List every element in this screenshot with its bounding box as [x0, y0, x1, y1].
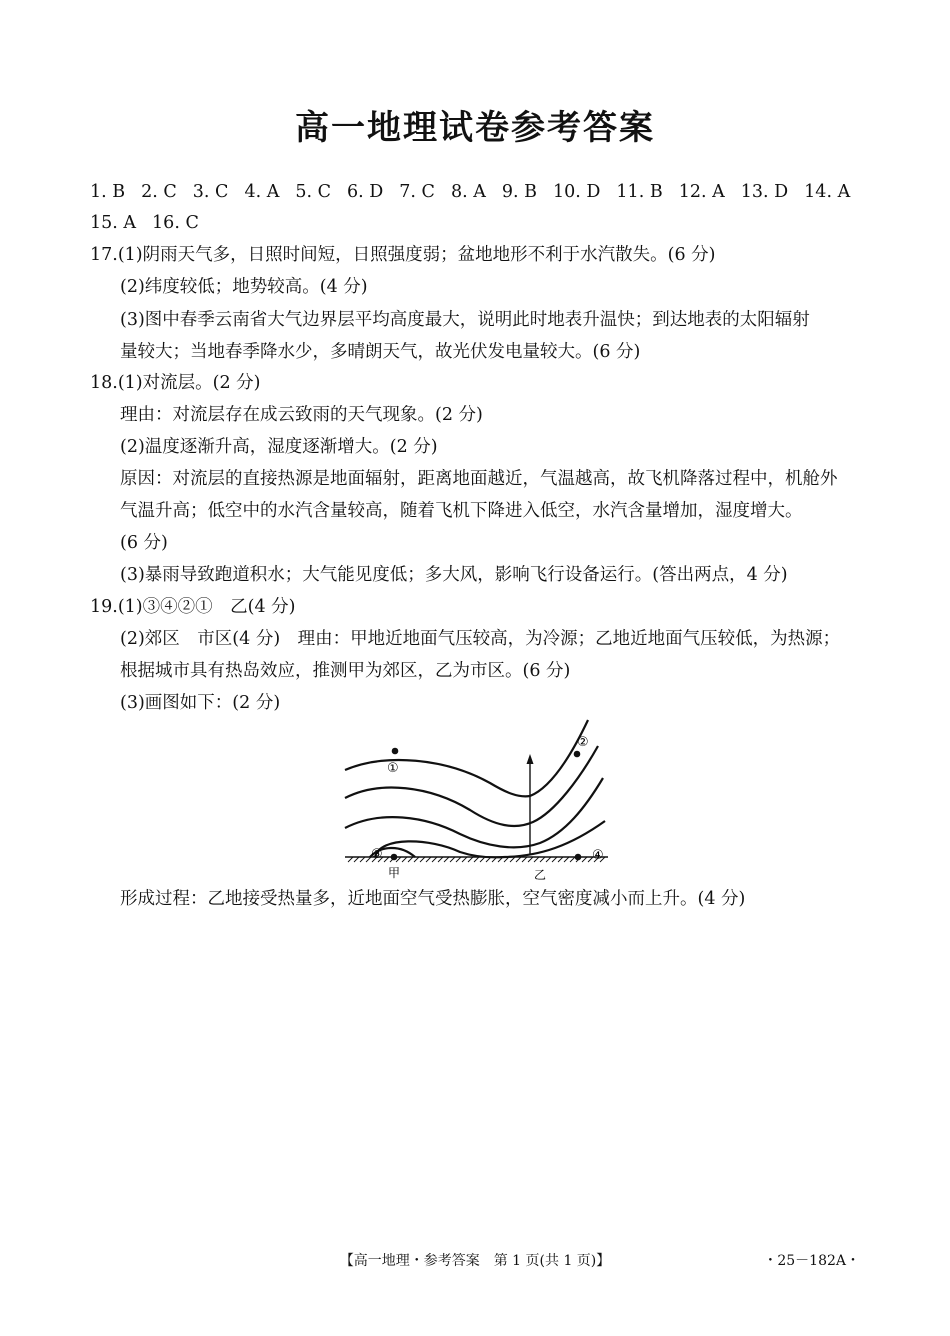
q19-part1: 19.(1)③④②① 乙(4 分): [90, 597, 296, 617]
choice-answer: 14. A: [804, 182, 851, 202]
page-footer: 【高一地理・参考答案 第 1 页(共 1 页)】: [339, 1253, 611, 1269]
choice-answer: 4. A: [244, 182, 280, 202]
q17-part1: 17.(1)阴雨天气多，日照时间短，日照强度弱；盆地地形不利于水汽散失。(6 分): [90, 245, 716, 265]
isobar-lines: [345, 720, 605, 857]
q18-part3: (3)暴雨导致跑道积水；大气能见度低；多大风，影响飞行设备运行。(答出两点，4 分): [120, 565, 788, 585]
choice-answer: 10. D: [552, 182, 601, 202]
q19-part3: (3)画图如下：(2 分): [120, 693, 281, 713]
choice-answer: 3. C: [192, 182, 229, 202]
label-jia: 甲: [388, 866, 401, 880]
label-2: ②: [577, 735, 589, 750]
choice-answers-row-2: [90, 211, 215, 235]
choice-answer: 1. B: [90, 182, 126, 202]
q19-part2-line2: 根据城市具有热岛效应，推测甲为郊区，乙为市区。(6 分): [120, 661, 571, 681]
label-4: ④: [592, 848, 604, 863]
q19-part2-line1: (2)郊区 市区(4 分) 理由：甲地近地面气压较高，为冷源；乙地近地面气压较低，为热源；: [120, 629, 841, 649]
choice-answer: 12. A: [678, 182, 725, 202]
ground-surface: [345, 857, 608, 862]
label-yi: 乙: [534, 868, 547, 882]
q19-formation-process: 形成过程：乙地接受热量多，近地面空气受热膨胀，空气密度减小而上升。(4 分): [120, 889, 746, 909]
rising-air-arrow: [527, 754, 534, 855]
page-title: 高一地理试卷参考答案: [295, 108, 655, 148]
q18-part1: 18.(1)对流层。(2 分): [90, 373, 261, 393]
q18-cause-line3: (6 分): [120, 533, 168, 553]
choice-answer: 2. C: [141, 182, 177, 202]
point-2: [574, 751, 581, 758]
label-1: ①: [387, 761, 399, 776]
choice-answer: 8. A: [450, 182, 486, 202]
q18-part2: (2)温度逐渐升高，湿度逐渐增大。(2 分): [120, 437, 438, 457]
point-1: [392, 748, 399, 755]
q17-part2: (2)纬度较低；地势较高。(4 分): [120, 277, 368, 297]
point-4: [575, 854, 582, 861]
choice-answer: 9. B: [501, 182, 537, 202]
choice-answer: 5. C: [295, 182, 331, 202]
q18-cause-line1: 原因：对流层的直接热源是地面辐射，距离地面越近，气温越高，故飞机降落过程中，机舱外: [120, 469, 838, 489]
choice-answer: 13. D: [740, 182, 789, 202]
q17-part3-line2: 量较大；当地春季降水少，多晴朗天气，故光伏发电量较大。(6 分): [120, 342, 641, 362]
isobar-diagram: [340, 718, 620, 883]
q18-cause-line2: 气温升高；低空中的水汽含量较高，随着飞机下降进入低空，水汽含量增加，湿度增大。: [120, 501, 803, 521]
choice-answer: 11. B: [616, 182, 663, 202]
choice-answer: 15. A: [90, 213, 137, 233]
point-3: [391, 854, 398, 861]
label-3: ③: [371, 847, 383, 862]
choice-answer: 6. D: [347, 182, 384, 202]
choice-answers-row-1: [90, 180, 866, 204]
q18-reason: 理由：对流层存在成云致雨的天气现象。(2 分): [120, 405, 483, 425]
q17-part3-line1: (3)图中春季云南省大气边界层平均高度最大，说明此时地表升温快；到达地表的太阳辐射: [120, 310, 810, 330]
isobar-second: [345, 746, 598, 826]
isobar-top: [345, 720, 588, 796]
choice-answer: 16. C: [152, 213, 199, 233]
choice-answer: 7. C: [399, 182, 435, 202]
page-code: ・25－182A・: [763, 1253, 860, 1269]
